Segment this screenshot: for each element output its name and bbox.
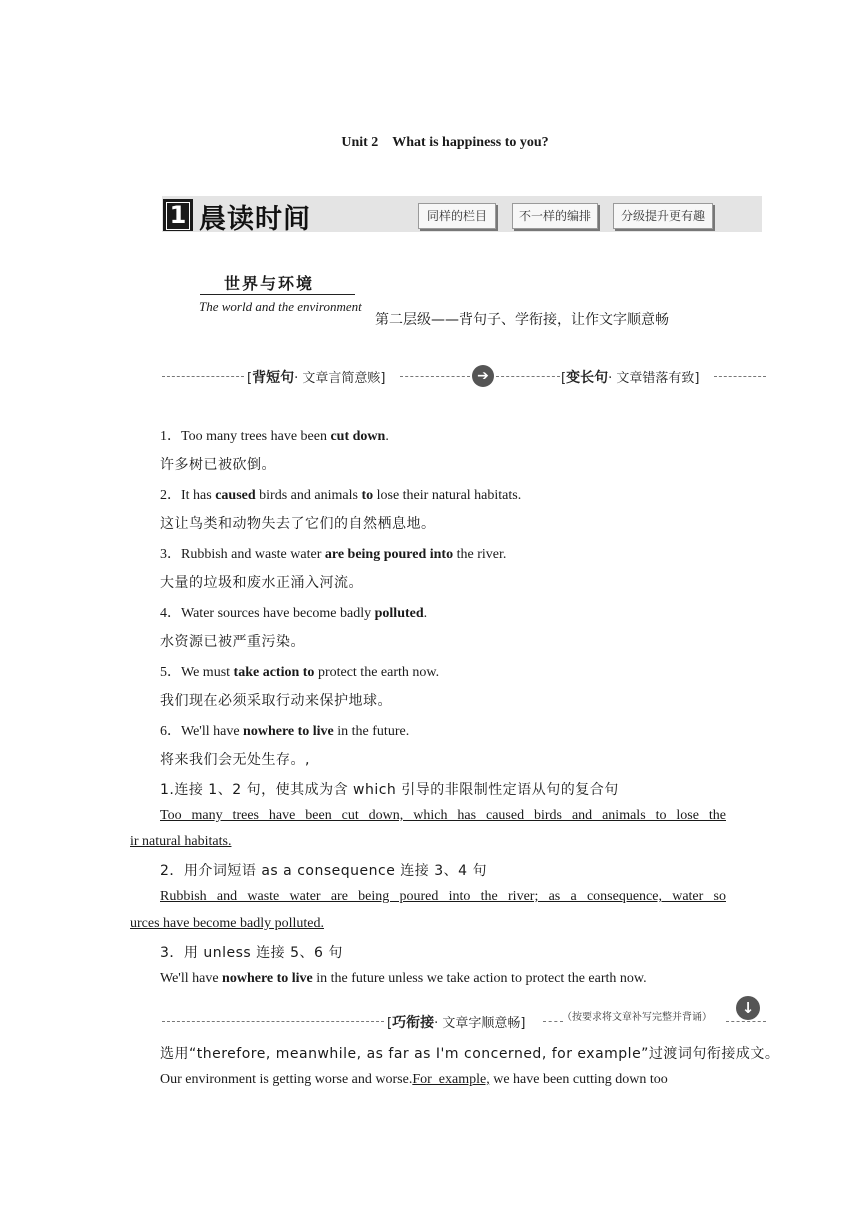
divider-dash [400,376,470,377]
sentence-text: Rubbish and waste water [181,547,325,562]
paragraph-text: Our environment is getting worse and worse. [160,1072,413,1087]
sentence-text: Water sources have become badly [181,606,375,621]
sentence-text: birds and animals [255,488,362,503]
sentence-text: . [385,429,389,444]
sentence-5-translation: 我们现在必须采取行动来保护地球。 [160,693,392,709]
level-description: 第二层级——背句子、学衔接，让作文字顺意畅 [375,312,669,328]
sentence-text: . [423,606,428,621]
sentence-1 [160,425,389,445]
tag-long-label: 变长句 [566,370,609,386]
task-3-instruction: 3．用 unless 连接 5、6 句 [160,945,343,961]
sentence-text: in the future. [333,724,410,739]
sentence-text: We must [181,665,234,680]
divider-dash [726,1021,766,1022]
sentence-keyword: caused [215,488,256,503]
banner-pill-different-layout: 不一样的编排 [512,203,598,229]
task-1-answer-line1: Too many trees have been cut down, which has caused birds and animals to lose the [160,808,726,823]
sentence-text: We'll have [181,724,244,739]
section-title-cn: 世界与环境 [224,274,315,293]
answer-keyword: nowhere to live [222,971,313,986]
divider-dash [162,376,244,377]
task-2-answer-line1: Rubbish and waste water are being poured into the river; as a consequence, water so [160,889,726,904]
answer-text: in the future unless we take action to protect the earth now. [312,971,647,986]
sentence-number: 4． [160,606,181,621]
banner-pill-same-column: 同样的栏目 [418,203,496,229]
sentence-4 [160,602,427,622]
sentence-keyword: nowhere to live [243,724,334,739]
sentence-keyword: polluted [374,606,424,621]
tag-short-sentences: [背短句· 文章言简意赅] [247,370,386,386]
sentence-3-translation: 大量的垃圾和废水正涌入河流。 [160,575,363,591]
unit-title: Unit 2 What is happiness to you? [341,135,549,150]
sentence-text: protect the earth now. [314,665,440,680]
sentence-keyword: to [361,488,374,503]
paragraph-filled-blank: For example, [412,1072,490,1087]
sentence-number: 5． [160,665,181,680]
connect-instruction: 选用“therefore, meanwhile, as far as I'm concerned, for example”过渡词句衔接成文。 [160,1046,780,1062]
sentence-6 [160,720,409,740]
tag-connect-sub: · 文章字顺意畅 [434,1016,521,1031]
section-title-rule [200,294,355,295]
divider-dash [162,1021,384,1022]
tag-short-label: 背短句 [252,370,295,386]
tag-connect: [巧衔接· 文章字顺意畅] [387,1015,526,1031]
answer-text: We'll have [160,971,223,986]
sentence-6-translation: 将来我们会无处生存。, [160,752,310,768]
sentence-keyword: are being poured into [324,547,454,562]
sentence-keyword: cut down [330,429,386,444]
task-2-answer-line2: urces have become badly polluted. [130,916,324,931]
task-2-instruction: 2．用介词短语 as a consequence 连接 3、4 句 [160,863,487,879]
sentence-text: Too many trees have been [181,429,331,444]
task-1-instruction: 1.连接 1、2 句，使其成为含 which 引导的非限制性定语从句的复合句 [160,782,619,798]
paragraph-text: we have been cutting down too [489,1072,668,1087]
sentence-2-translation: 这让鸟类和动物失去了它们的自然栖息地。 [160,516,436,532]
banner-title: 晨读时间 [199,204,311,235]
arrow-right-icon: ➔ [472,365,494,387]
tag-short-sub: · 文章言简意赅 [294,371,381,386]
task-1-answer-line2: ir natural habitats. [130,834,232,849]
arrow-down-icon: ↓ [736,996,760,1020]
sentence-number: 1． [160,429,181,444]
sentence-3 [160,543,506,563]
task-3-answer [160,971,647,987]
banner-pill-graded: 分级提升更有趣 [613,203,713,229]
section-title-en: The world and the environment [199,299,362,314]
sentence-text: the river. [453,547,507,562]
sentence-2 [160,484,521,504]
sentence-keyword: take action to [233,665,315,680]
sentence-number: 3． [160,547,181,562]
tag-long-sub: · 文章错落有致 [608,371,695,386]
divider-dash [496,376,560,377]
tag-long-sentences: [变长句· 文章错落有致] [561,370,700,386]
divider-dash [543,1021,563,1022]
connect-paragraph [160,1072,668,1088]
sentence-number: 2． [160,488,181,503]
sentence-number: 6． [160,724,181,739]
sentence-text: It has [181,488,216,503]
sentence-text: lose their natural habitats. [373,488,522,503]
tag-connect-label: 巧衔接 [392,1015,435,1031]
sentence-4-translation: 水资源已被严重污染。 [160,634,305,650]
sentence-5 [160,661,439,681]
connect-note: （按要求将文章补写完整并背诵） [562,1012,712,1023]
banner-number-badge: 1 [163,199,193,231]
sentence-1-translation: 许多树已被砍倒。 [160,457,276,473]
divider-dash [714,376,766,377]
